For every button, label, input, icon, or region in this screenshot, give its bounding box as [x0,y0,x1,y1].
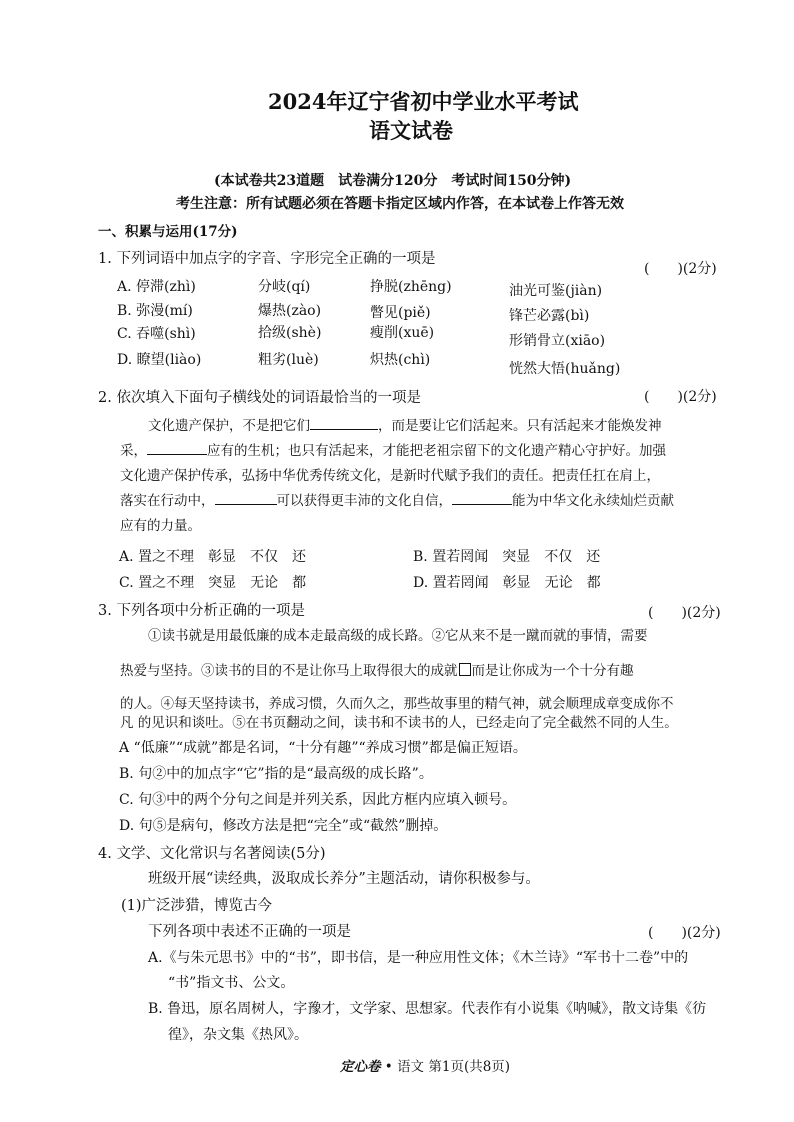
q3-p2a-text: 热爱与坚持。③读书的目的不是让你马上取得很大的成就 [120,663,458,679]
q2-option-a: A. 置之不理 彰显 不仅 还 [119,549,307,565]
q2-passage-line-3: 文化遗产保护传承，弘扬中华优秀传统文化，是新时代赋予我们的责任。把责任扛在肩上， [120,468,660,484]
q2-option-b: B. 置若罔闻 突显 不仅 还 [413,549,601,565]
q1-b1: B. 弥漫(mí) [117,303,193,319]
q2-option-d: D. 置若罔闻 彰显 无论 都 [413,575,601,591]
q1-a2: 分岐(qí) [258,279,311,295]
blank-box [459,663,471,676]
q2-p4b-text: 可以获得更丰沛的文化自信， [276,493,452,509]
q3-passage-line-1: ①读书就是用最低廉的成本走最高级的成长路。②它从来不是一蹴而就的事情，需要 [148,628,648,644]
exam-title: 2024年辽宁省初中学业水平考试 [268,89,579,114]
q2-p2b-text: 应有的生机；也只有活起来，才能把老祖宗留下的文化遗产精心守护好。加强 [207,443,666,459]
q1-d1: D. 瞭望(liào) [117,352,202,368]
q1-a1: A. 停滞(zhì) [117,279,196,295]
q2-passage-line-2 [120,439,666,459]
footer-separator: • [384,1059,393,1075]
blank-2 [147,440,207,455]
exam-subtitle: 语文试卷 [369,118,453,143]
q3-option-b: B. 句②中的加点字“它”指的是“最高级的成长路”。 [119,766,433,782]
q3-option-a: A “低廉”“成就”都是名词，“十分有趣”“养成习惯”都是偏正短语。 [119,740,527,756]
q2-p1b-text: ，而是要让它们活起来。只有活起来才能焕发神 [378,418,662,434]
q1-c4: 形销骨立(xiāo) [509,333,606,349]
q2-option-c: C. 置之不理 突显 无论 都 [119,575,307,591]
q4-stem: 4. 文学、文化常识与名著阅读(5分) [98,846,326,862]
q1-stem: 1. 下列词语中加点字的字音、字形完全正确的一项是 [98,251,436,267]
q4-option-b-line2: 徨》，杂文集《热风》。 [168,1027,308,1043]
q2-stem: 2. 依次填入下面句子横线处的词语最恰当的一项是 [98,390,421,406]
q3-p2b-text: 而是让你成为一个十分有趣 [471,663,634,679]
q1-c3: 瘦削(xuē) [370,325,435,341]
q4-option-b-line1: B. 鲁迅，原名周树人，字豫才，文学家、思想家。代表作有小说集《呐喊》，散文诗集《彷 [148,1001,707,1017]
q2-p4a-text: 落实在行动中， [120,493,215,509]
q1-d3: 炽热(chì) [370,352,431,368]
section-heading: 一、积累与运用(17分) [98,224,238,240]
blank-3 [215,490,277,505]
page-footer [340,1055,510,1075]
q3-passage-line-2 [120,659,634,679]
q4-score: ( )(2分) [648,925,721,941]
q1-b3: 瞥见(piě) [370,305,431,321]
q2-score: ( )(2分) [644,389,717,405]
exam-info: (本试卷共23道题 试卷满分120分 考试时间150分钟) [214,173,572,189]
blank-1 [310,415,378,430]
q3-passage-line-3: 的人。④每天坚持读书，养成习惯，久而久之，那些故事里的精气神，就会顺理成章变成你不 [120,696,674,712]
exam-notice: 考生注意：所有试题必须在答题卡指定区域内作答，在本试卷上作答无效 [176,196,624,212]
q3-option-c: C. 句③中的两个分句之间是并列关系，因此方框内应填入顿号。 [119,792,517,808]
q2-p1-text: 文化遗产保护，不是把它们 [148,418,310,434]
q3-option-d: D. 句⑤是病句，修改方法是把“完全”或“截然”删掉。 [119,818,448,834]
q4-sub1-stem: 下列各项中表述不正确的一项是 [148,924,351,940]
q1-d4: 恍然大悟(huǎng) [509,361,621,377]
q1-d2: 粗劣(luè) [258,352,319,368]
q1-score: ( )(2分) [644,261,717,277]
q2-passage-line-5: 应有的力量。 [120,518,201,534]
q4-sub1: (1)广泛涉猎，博览古今 [121,898,273,914]
blank-4 [452,490,512,505]
q2-p2a-text: 采， [120,443,147,459]
footer-page-info: 语文 第1页(共8页) [397,1059,511,1075]
q3-passage-line-4: 凡 的见识和谈吐。⑤在书页翻动之间，读书和不读书的人，已经走向了完全截然不同的人生。 [120,715,678,731]
q1-a3: 挣脱(zhēng) [370,279,452,295]
q1-b2: 爆热(zào) [258,303,322,319]
q1-a4: 油光可鉴(jiàn) [509,283,603,299]
q4-option-a-line2: “书”指文书、公文。 [168,975,295,991]
q1-b4: 锋芒必露(bì) [509,308,590,324]
footer-brand: 定心卷 [340,1059,381,1075]
q2-passage-line-1 [148,414,662,434]
q4-intro: 班级开展“读经典，汲取成长养分”主题活动，请你积极参与。 [148,871,540,887]
q1-c2: 拾级(shè) [258,325,322,341]
q1-c1: C. 吞噬(shì) [117,326,196,342]
q2-p4c-text: 能为中华文化永续灿烂贡献 [512,493,674,509]
q3-stem: 3. 下列各项中分析正确的一项是 [98,603,305,619]
q4-option-a-line1: A.《与朱元思书》中的“书”，即书信，是一种应用性文体；《木兰诗》“军书十二卷”中的 [148,950,689,966]
q2-passage-line-4 [120,489,674,509]
q3-score: ( )(2分) [648,605,721,621]
